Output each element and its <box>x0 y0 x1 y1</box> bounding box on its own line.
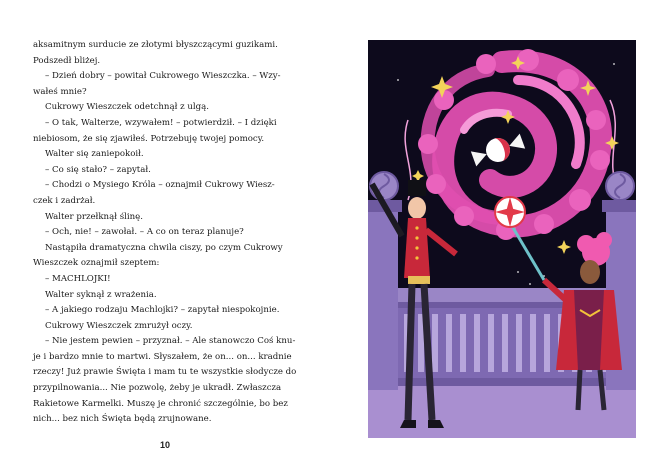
text-line: Rakietowe Karmelki. Muszę je chronić szczególnie, bo bez <box>33 398 288 409</box>
text-line: – Och, nie! – zawołał. – A co on teraz planuje? <box>45 227 244 238</box>
text-line: Walter się zaniepokoił. <box>45 149 144 160</box>
text-line: – Chodzi o Mysiego Króla – oznajmił Cukrowy Wiesz- <box>45 180 275 191</box>
text-line: Cukrowy Wieszczek odetchnął z ulgą. <box>45 102 209 113</box>
text-line: je i bardzo mnie to martwi. Słyszałem, że on... on... kradnie <box>33 351 292 362</box>
page-text <box>33 38 301 428</box>
book-illustration <box>368 40 636 438</box>
text-line: czek i zadrżał. <box>33 195 96 206</box>
text-line: aksamitnym surducie ze złotymi błyszczącymi guzikami. <box>33 40 278 50</box>
text-line: rzeczy! Już prawie Święta i mam tu te wszystkie słodycze do <box>33 367 297 378</box>
text-line: – MACHLOJKI! <box>45 273 111 284</box>
text-line: wałeś mnie? <box>33 86 87 97</box>
text-line: Nastąpiła dramatyczna chwila ciszy, po czym Cukrowy <box>45 242 283 253</box>
text-line: – Dzień dobry – powitał Cukrowego Wieszczka. – Wzy- <box>45 71 281 82</box>
text-line: Walter syknął z wrażenia. <box>45 289 157 300</box>
text-line: Podszedł bliżej. <box>33 55 101 66</box>
text-line: przypilnowania... Nie pozwolę, żeby je ukradł. Zwłaszcza <box>33 383 282 394</box>
text-line: Walter przełknął ślinę. <box>45 211 143 222</box>
text-line: – O tak, Walterze, wzywałem! – potwierdził. – I dzięki <box>45 117 277 128</box>
text-line: nich... bez nich Święta będą zrujnowane. <box>33 414 212 425</box>
text-line: niebiosom, że się zjawiłeś. Potrzebuję twojej pomocy. <box>33 133 265 144</box>
page-number: 10 <box>160 440 171 450</box>
text-line: – Co się stało? – zapytał. <box>45 164 151 175</box>
text-line: Wieszczek oznajmił szeptem: <box>33 258 160 269</box>
text-line: – Nie jestem pewien – przyznał. – Ale stanowczo Coś knu- <box>45 336 296 347</box>
text-line: Cukrowy Wieszczek zmrużył oczy. <box>45 320 193 331</box>
text-line: – A jakiego rodzaju Machlojki? – zapytał niespokojnie. <box>45 305 280 316</box>
